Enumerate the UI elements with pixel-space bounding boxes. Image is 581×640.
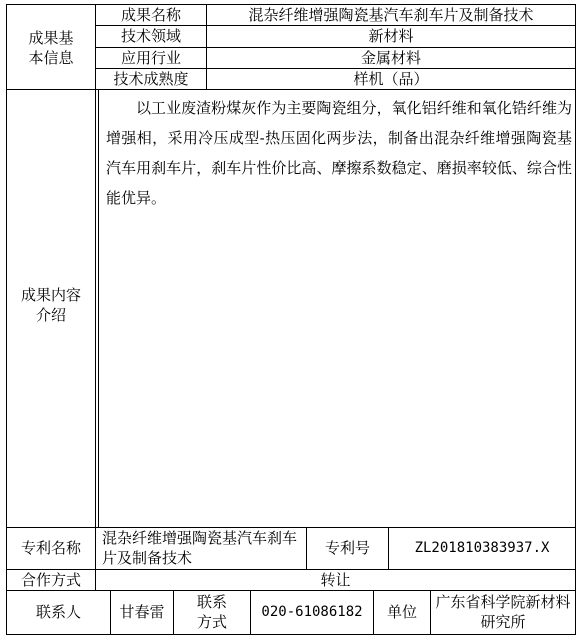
- cooperation-label: 合作方式: [20, 570, 81, 589]
- contact-person-value: 甘春雷: [119, 603, 165, 621]
- patent-name-label: 专利名称: [20, 539, 81, 557]
- contact-method-label: 联系方式: [196, 593, 227, 631]
- basic-info-label: 成果基本信息: [28, 29, 74, 67]
- patent-number-label: 专利号: [324, 539, 370, 557]
- cooperation-value: 转让: [320, 570, 351, 589]
- col-line: [430, 590, 431, 635]
- unit-value: 广东省科学院新材料研究所: [435, 593, 571, 631]
- col-line: [173, 590, 174, 635]
- patent-name-value: 混杂纤维增强陶瓷基汽车刹车片及制备技术: [102, 529, 298, 567]
- contact-phone-value: 020-61086182: [261, 604, 363, 620]
- col-line: [95, 4, 96, 590]
- industry-label: 应用行业: [120, 48, 181, 67]
- patent-number-value: ZL201810383937.X: [414, 540, 550, 556]
- achievement-name-value: 混杂纤维增强陶瓷基汽车刹车片及制备技术: [248, 5, 534, 24]
- content-label: 成果内容介绍: [20, 286, 81, 324]
- content-description: 以工业废渣粉煤灰作为主要陶瓷组分，氧化铝纤维和氧化锆纤维为增强相，采用冷压成型-热压固化两步法，制备出混杂纤维增强陶瓷基汽车用刹车片，刹车片性价比高、摩擦系数稳定、磨损率较低、综合性能优异。: [106, 99, 572, 207]
- col-line: [98, 89, 99, 527]
- maturity-value: 样机（品）: [353, 69, 429, 88]
- table-border-bottom: [6, 634, 576, 635]
- maturity-label: 技术成熟度: [113, 69, 189, 88]
- tech-field-value: 新材料: [368, 27, 414, 45]
- achievement-name-label: 成果名称: [120, 5, 181, 24]
- unit-label: 单位: [386, 603, 417, 621]
- industry-value: 金属材料: [360, 48, 421, 67]
- row-line: [6, 89, 576, 90]
- tech-field-label: 技术领域: [120, 27, 181, 45]
- table-border-right: [575, 4, 576, 635]
- contact-person-label: 联系人: [35, 603, 81, 621]
